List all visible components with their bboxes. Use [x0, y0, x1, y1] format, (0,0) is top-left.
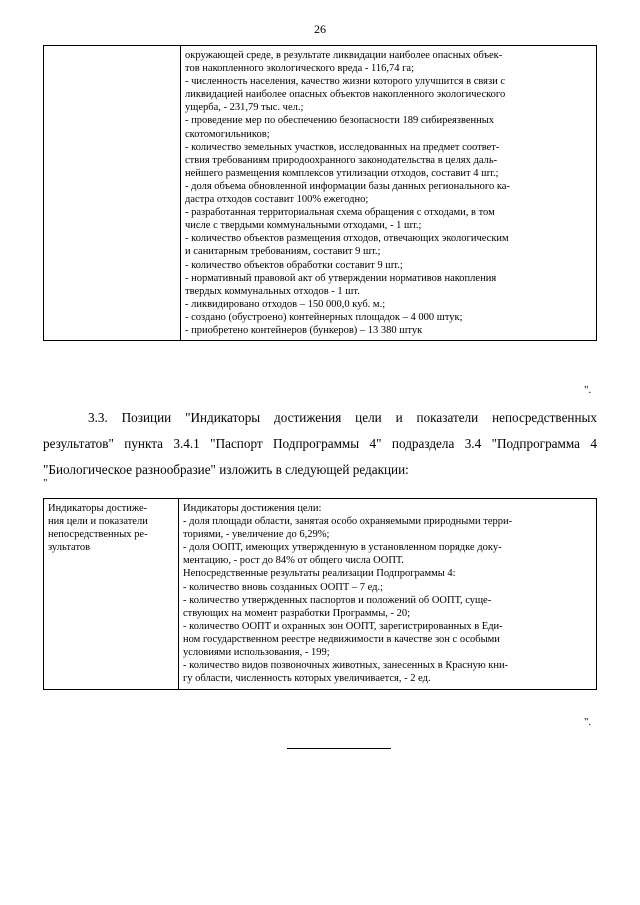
- table-text-line: дастра отходов составит 100% ежегодно;: [185, 194, 369, 206]
- label-line: ния цели и показатели: [48, 516, 148, 528]
- table-text-line: - доля объема обновленной информации базы данных регионального ка-: [185, 180, 510, 192]
- table-text-line: - приобретено контейнеров (бункеров) – 13 380 штук: [185, 324, 423, 336]
- table-text-line: - создано (обустроено) контейнерных площадок – 4 000 штук;: [185, 311, 463, 323]
- table-text-line: числе с твердыми коммунальными отходами, - 1 шт.;: [185, 220, 422, 232]
- table-text-line: твердых коммунальных отходов - 1 шт.: [185, 285, 360, 297]
- table-text-line: - количество объектов размещения отходов, отвечающих экологическим: [185, 233, 509, 245]
- table-text-line: скотомогильников;: [185, 128, 270, 140]
- table-text-line: ущерба, - 231,79 тыс. чел.;: [185, 102, 304, 114]
- content-line: - количество ООПТ и охранных зон ООПТ, зарегистрированных в Еди-: [183, 620, 503, 632]
- indicators-table: [43, 498, 597, 690]
- table-text-line: - количество объектов обработки составит 9 шт.;: [185, 259, 403, 271]
- table-text-line: тов накопленного экологического вреда - 116,74 га;: [185, 63, 414, 75]
- content-line: - доля площади области, занятая особо охраняемыми природными терри-: [183, 516, 513, 528]
- content-line: - количество вновь созданных ООПТ – 7 ед.;: [183, 581, 384, 593]
- opening-quote: ": [43, 477, 48, 489]
- content-line: условиями использования, - 199;: [183, 647, 330, 659]
- content-line: - количество видов позвоночных животных, занесенных в Красную кни-: [183, 660, 509, 672]
- content-line: Индикаторы достижения цели:: [183, 503, 322, 514]
- page-number: 26: [314, 22, 326, 36]
- closing-quote: ".: [584, 384, 592, 396]
- separator-line: [287, 748, 391, 749]
- table-text-line: - численность населения, качество жизни которого улучшится в связи с: [185, 76, 506, 88]
- content-line: - доля ООПТ, имеющих утвержденную в установленном порядке доку-: [183, 542, 502, 554]
- table-text-line: - нормативный правовой акт об утверждении нормативов накопления: [185, 272, 497, 284]
- content-line: ториями, - увеличение до 6,29%;: [183, 529, 330, 541]
- content-line: гу области, численность которых увеличивается, - 2 ед.: [183, 673, 431, 685]
- indicators-label-cell: [44, 499, 179, 690]
- table-text-line: окружающей среде, в результате ликвидации наиболее опасных объек-: [185, 50, 503, 61]
- amendment-paragraph: 3.3. Позиции "Индикаторы достижения цели и показатели непосредственных результатов" пункта 3.4.1 "Паспорт Подпрограммы 4" подраздела 3.4 "Подпрограмма 4 "Биологическое разнообразие" изложить в следующей редакции:: [43, 410, 597, 477]
- content-line: Непосредственные результаты реализации Подпрограммы 4:: [183, 568, 456, 580]
- table-text-line: нейшего размещения комплексов утилизации отходов, составит 4 шт.;: [185, 167, 499, 179]
- closing-quote: ".: [584, 716, 592, 728]
- label-line: Индикаторы достиже-: [48, 503, 148, 514]
- content-line: - количество утвержденных паспортов и положений об ООПТ, суще-: [183, 594, 492, 606]
- table-text-line: - разработанная территориальная схема обращения с отходами, в том: [185, 207, 495, 219]
- table-text-line: - количество земельных участков, исследованных на предмет соответ-: [185, 141, 500, 153]
- indicators-content-cell: [179, 499, 597, 690]
- table-text-line: - проведение мер по обеспечению безопасности 189 сибиреязвенных: [185, 115, 495, 127]
- table-right-cell: [181, 46, 597, 341]
- table-continuation: [43, 45, 597, 341]
- content-line: ментацию, - рост до 84% от общего числа ООПТ.: [183, 555, 404, 567]
- label-line: зультатов: [48, 542, 91, 554]
- label-line: непосредственных ре-: [48, 529, 148, 541]
- table-text-line: ствия требованиям природоохранного законодательства в целях даль-: [185, 154, 498, 166]
- table-text-line: ликвидацией наиболее опасных объектов накопленного экологического: [185, 89, 506, 101]
- content-line: ствующих на момент разработки Программы, - 20;: [183, 607, 411, 619]
- content-line: ном государственном реестре недвижимости в качестве зон с особыми: [183, 633, 500, 645]
- table-left-cell-empty: [44, 46, 181, 341]
- table-text-line: и санитарным требованиям, составит 9 шт.;: [185, 246, 381, 258]
- table-text-line: - ликвидировано отходов – 150 000,0 куб. м.;: [185, 298, 386, 310]
